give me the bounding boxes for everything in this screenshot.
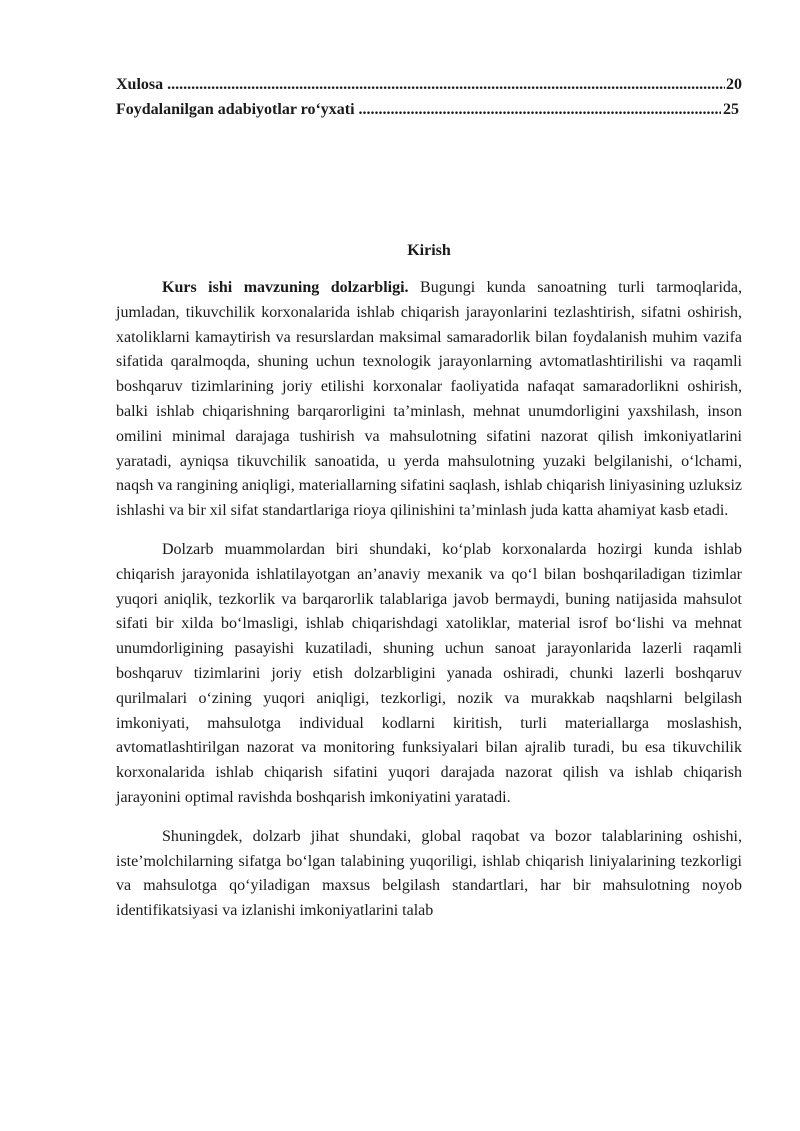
body-paragraph [116, 825, 742, 924]
toc-leader-dots [167, 72, 725, 97]
toc-leader-dots [359, 97, 721, 122]
body-paragraph [116, 538, 742, 811]
paragraph-text: Dolzarb muammolardan biri shundaki, ko‘plab korxonalarda hozirgi kunda ishlab chiqarish jarayonida ishlatilayotgan an’anaviy mexanik va qo‘l bilan boshqariladigan tizimlar yuqori aniqlik, tezkorlik va barqarorlik talablariga javob bermaydi, buning natijasida mahsulot sifati bir xilda bo‘lmasligi, ishlab chiqarishdagi xatoliklar, material isrof bo‘lishi va mehnat unumdorligining pasayishi kuzatiladi, shuning uchun sanoat jarayonlarida lazerli raqamli boshqaruv tizimlarini joriy etish dolzarbligini yanada oshiradi, chunki lazerli boshqaruv qurilmalari o‘zining yuqori aniqligi, tezkorligi, nozik va murakkab naqshlarni belgilash imkoniyati, mahsulotga individual kodlarni kiritish, turli materiallarga moslashish, avtomatlashtirilgan nazorat va monitoring funksiyalari bilan ajralib turadi, bu esa tikuvchilik korxonalarida ishlab chiqarish sifatini yuqori darajada nazorat qilish va ishlab chiqarish jarayonini optimal ravishda boshqarish imkoniyatini yaratadi. [116, 540, 742, 806]
toc-entry-page: 25 [723, 101, 739, 118]
paragraph-text: Shuningdek, dolzarb jihat shundaki, global raqobat va bozor talablarining oshishi, iste’molchilarning sifatga bo‘lgan talabining yuqoriligi, ishlab chiqarish liniyalarining tezkorligi va mahsulotga qo‘yiladigan maxsus belgilash standartlari, har bir mahsulotning noyob identifikatsiyasi va izlanishi imkoniyatlarini talab [116, 827, 742, 920]
toc-entry-label: Xulosa [116, 76, 164, 93]
toc-entry-label: Foydalanilgan adabiyotlar ro‘yxati [116, 101, 355, 118]
toc-entry-references[interactable] [116, 97, 739, 122]
toc-entry-conclusion[interactable] [116, 72, 742, 97]
body-paragraph [116, 276, 742, 524]
paragraph-text: Bugungi kunda sanoatning turli tarmoqlarida, jumladan, tikuvchilik korxonalarida ishlab chiqarish jarayonlarini tezlashtirish, sifatni oshirish, xatoliklarni kamaytirish va resurslardan maksimal samaradorlik bilan foydalanish muhim vazifa sifatida qaralmoqda, shuning uchun texnologik jarayonlarning avtomatlashtirilishi va raqamli boshqaruv tizimlarining joriy etilishi korxonalar faoliyatida nafaqat samaradorlikni oshirish, balki ishlab chiqarishning barqarorligini ta’minlash, mehnat unumdorligini yaxshilash, inson omilini minimal darajaga tushirish va mahsulotning sifatini nazorat qilish imkoniyatlarini yaratadi, ayniqsa tikuvchilik sanoatida, u yerda mahsulotning yuzaki belgilanishi, o‘lchami, naqsh va rangining aniqligi, materiallarning sifatini saqlash, ishlab chiqarish liniyasining uzluksiz ishlashi va bir xil sifat standartlariga rioya qilinishini ta’minlash juda katta ahamiyat kasb etadi. [116, 279, 742, 520]
toc-entry-page: 20 [726, 76, 742, 93]
section-heading: Kirish [407, 242, 451, 259]
paragraph-lead: Kurs ishi mavzuning dolzarbligi. [162, 279, 409, 296]
document-page [116, 72, 742, 938]
table-of-contents [116, 72, 742, 122]
